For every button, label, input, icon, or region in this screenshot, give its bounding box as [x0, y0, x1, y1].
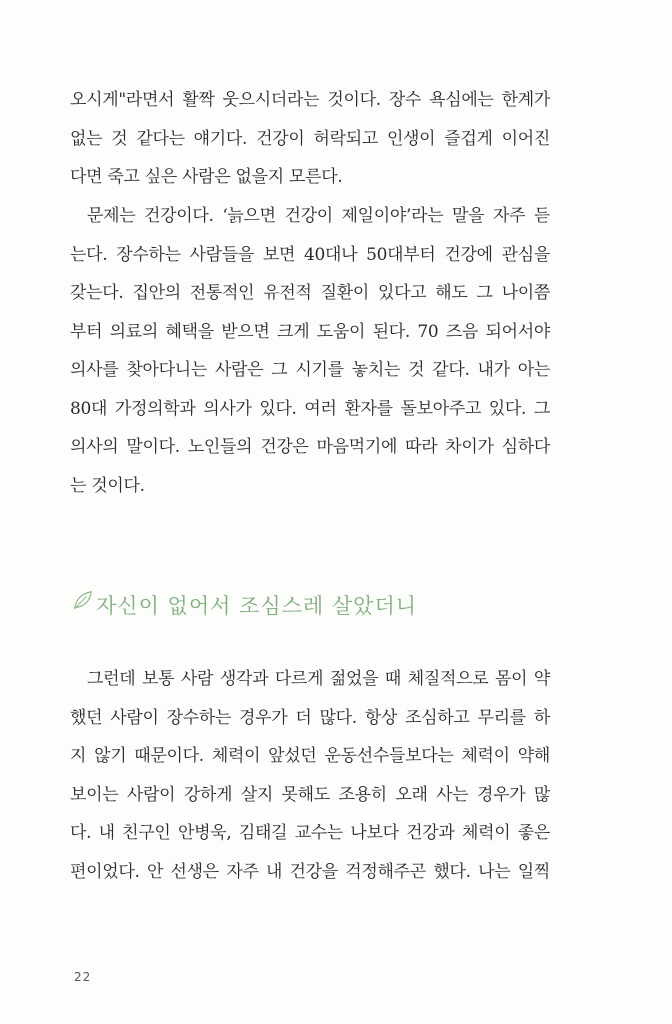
text-line: 없는 것 같다는 얘기다. 건강이 허락되고 인생이 즐겁게 이어진 — [70, 128, 550, 149]
text-line: 80대 가정의학과 의사가 있다. 여러 환자를 돌보아주고 있다. 그 — [70, 398, 550, 419]
text-line: 의사를 찾아다니는 사람은 그 시기를 놓치는 것 같다. 내가 아는 — [70, 360, 550, 380]
section-title: 자신이 없어서 조심스레 살았더니 — [96, 594, 418, 618]
text-line: 의사의 말이다. 노인들의 건강은 마음먹기에 따라 차이가 심하다 — [70, 437, 550, 457]
paragraph-3 — [70, 660, 550, 891]
text-line: 그런데 보통 사람 생각과 다르게 젊었을 때 체질적으로 몸이 약 — [87, 669, 550, 689]
paragraph-2 — [70, 197, 550, 505]
text-line: 지 않기 때문이다. 체력이 앞섰던 운동선수들보다는 체력이 약해 — [70, 746, 550, 766]
text-line: 했던 사람이 장수하는 경우가 더 많다. 항상 조심하고 무리를 하 — [70, 707, 550, 728]
text-line: 갖는다. 집안의 전통적인 유전적 질환이 있다고 해도 그 나이쯤 — [70, 283, 550, 303]
page-number: 22 — [74, 970, 92, 984]
paragraph-1 — [70, 81, 550, 197]
leaf-icon — [72, 589, 94, 611]
text-line: 는 것이다. — [70, 475, 145, 496]
text-line: 부터 의료의 혜택을 받으면 크게 도움이 된다. 70 즈음 되어서야 — [70, 321, 550, 342]
text-line: 보이는 사람이 강하게 살지 못해도 조용히 오래 사는 경우가 많 — [70, 784, 550, 805]
text-line: 오시게"라면서 활짝 웃으시더라는 것이다. 장수 욕심에는 한계가 — [70, 90, 550, 110]
text-line: 편이었다. 안 선생은 자주 내 건강을 걱정해주곤 했다. 나는 일찍 — [70, 861, 550, 882]
section-heading — [72, 585, 417, 625]
text-line: 는다. 장수하는 사람들을 보면 40대나 50대부터 건강에 관심을 — [70, 244, 550, 265]
text-line: 다. 내 친구인 안병욱, 김태길 교수는 나보다 건강과 체력이 좋은 — [70, 823, 550, 843]
text-line: 문제는 건강이다. ‘늙으면 건강이 제일이야’라는 말을 자주 듣 — [87, 206, 550, 226]
text-line: 다면 죽고 싶은 사람은 없을지 모른다. — [70, 167, 343, 187]
